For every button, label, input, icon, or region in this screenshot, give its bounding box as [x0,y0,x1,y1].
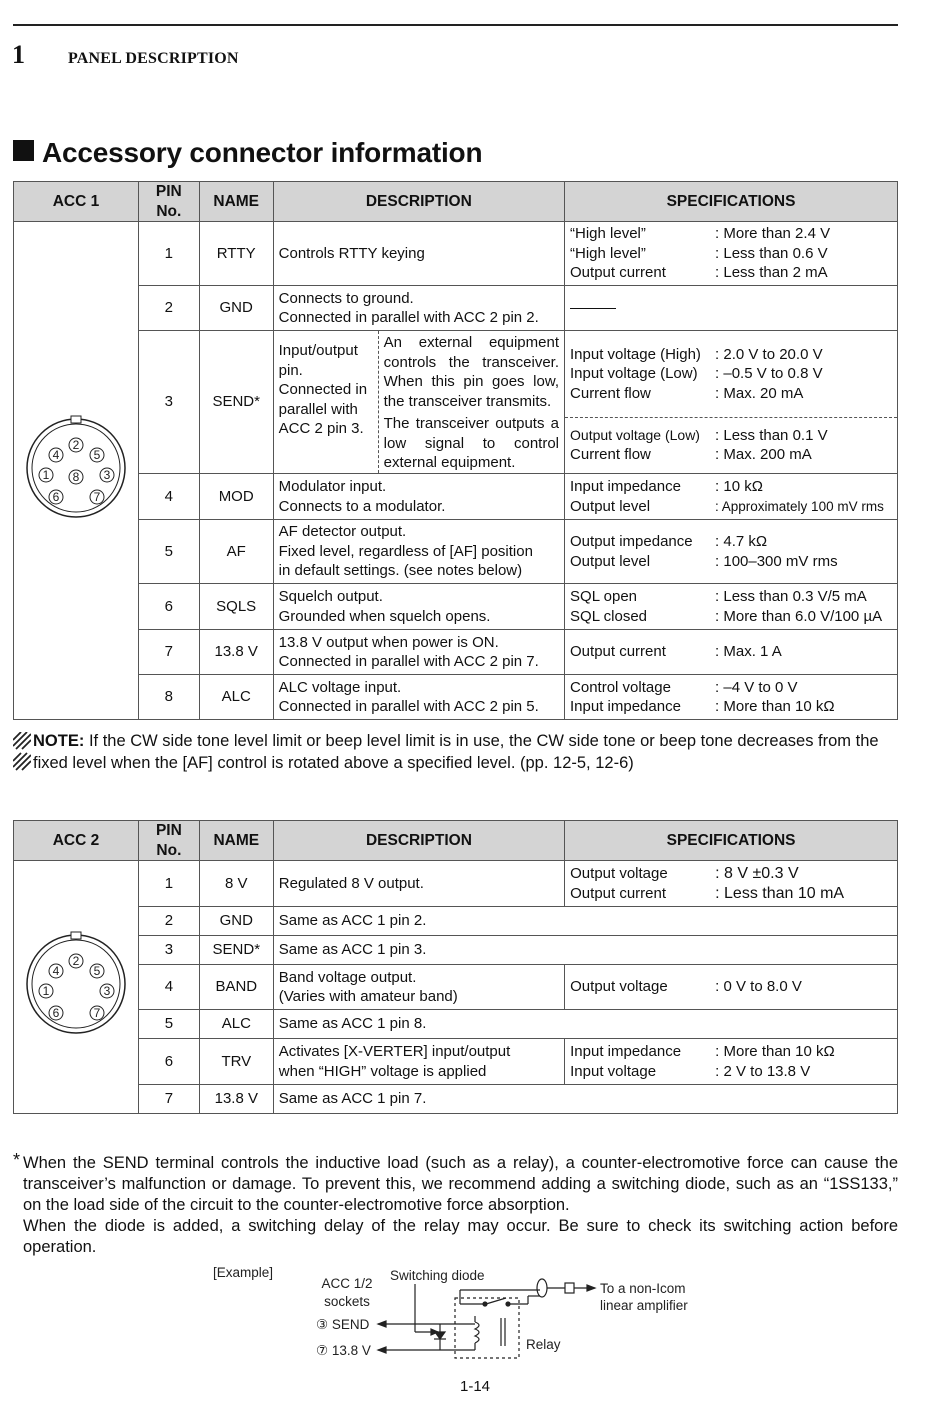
desc-line: Connected in parallel with ACC 2 pin 7. [278,653,539,670]
spec-value: : 2.0 V to 20.0 V [715,345,823,363]
spec-value: : 8 V ±0.3 V [715,865,799,882]
pin-description [273,1010,897,1039]
footnote-asterisk: * [13,1150,21,1170]
col-description: DESCRIPTION [273,182,564,222]
pin-description [273,222,564,286]
conn-pin-label: 1 [42,467,50,482]
pin-name: MOD [199,474,273,520]
send-label: ③ SEND [316,1317,370,1332]
spec-key: Output voltage (Low) [570,426,700,443]
pin-number: 2 [138,286,199,331]
acc1-connector-cell [14,222,139,720]
v138-label: ⑦ 13.8 V [316,1343,371,1358]
spec-value: : Less than 2 mA [715,264,828,282]
conn-pin-label: 2 [72,437,80,452]
spec-value: : Less than 0.3 V/5 mA [715,588,867,605]
table-row [14,286,898,331]
pin-description [273,474,564,520]
spec-key: Input impedance [570,698,681,715]
pin-number: 2 [138,907,199,936]
conn-pin-label: 5 [93,964,101,979]
spec-value: : Approximately 100 mV rms [715,498,884,514]
pin-name: 8 V [199,861,273,907]
note-text: If the CW side tone level limit or beep level limit is in use, the CW side tone or beep tone decreases from the fixed level when the [AF] control is rotated above a specified level. (pp. 12-5, 12-6) [33,732,879,772]
pin-description [273,936,897,965]
spec-key: “High level” [570,244,646,262]
acc2-connector-cell [14,861,139,1114]
pin-specifications [565,1039,898,1085]
table-row [14,936,898,965]
desc-line: AF detector output. [278,523,407,541]
col-name: NAME [199,182,273,222]
spec-key: Output level [570,552,651,570]
desc-line: Connects to a modulator. [278,497,446,515]
footnote [13,1150,898,1258]
acc2-table [13,820,898,1114]
page-number: 1-14 [459,1378,491,1395]
spec-value: : More than 2.4 V [715,225,831,243]
example-diagram [210,1262,730,1372]
spec-value: : –4 V to 0 V [715,678,798,696]
conn-pin-label: 4 [52,964,60,979]
desc-line: Controls RTTY keying [278,244,425,262]
acc2-header-row [14,821,898,861]
pin-number: 1 [138,222,199,286]
spec-value: : 10 kΩ [715,478,763,495]
spec-key: Output level [570,497,651,515]
pin-description [273,675,564,720]
pin-name: TRV [199,1039,273,1085]
spec-value: : Max. 1 A [715,643,782,661]
desc-line: when “HIGH” voltage is applied [278,1062,487,1080]
spec-value: : 100–300 mV rms [715,552,838,570]
table-row [14,1039,898,1085]
table-row [14,630,898,675]
desc-line: Same as ACC 1 pin 8. [278,1015,427,1033]
conn-pin-label: 2 [72,954,80,969]
conn-pin-label: 7 [93,1006,101,1021]
acc1-table [13,181,898,720]
desc-line: Same as ACC 1 pin 7. [278,1090,427,1108]
footnote-paragraph-2: When the diode is added, a switching delay of the relay may occur. Be sure to check its switching action before operation. [23,1217,898,1256]
spec-key: Current flow [570,446,651,464]
conn-pin-label: 3 [103,984,111,999]
desc-line: Connected in parallel with ACC 2 pin 2. [278,309,539,326]
pin-specifications [565,675,898,720]
desc-line: Modulator input. [278,478,387,495]
table-row [14,222,898,286]
spec-value: : –0.5 V to 0.8 V [715,365,823,383]
send-output-desc: The transceiver outputs a low signal to control external equipment. [383,415,560,471]
din7-connector-icon [21,929,131,1039]
col-specifications: SPECIFICATIONS [565,182,898,222]
desc-line: Connects to ground. [278,289,414,307]
pin-name: 13.8 V [199,1085,273,1114]
pin-number: 7 [138,1085,199,1114]
pin-number: 5 [138,520,199,584]
spec-key: Input impedance [570,478,681,495]
conn-pin-label: 8 [72,469,80,484]
desc-line: ALC voltage input. [278,678,402,696]
desc-line: Same as ACC 1 pin 3. [278,941,427,959]
desc-line: Grounded when squelch opens. [278,607,491,625]
din8-connector-icon [21,413,131,523]
spec-key: Input voltage [570,1062,657,1080]
pin-number: 4 [138,965,199,1010]
pin-description [273,584,564,630]
spec-key: Output voltage [570,865,668,882]
acc2-label: ACC 2 [14,821,139,861]
col-name: NAME [199,821,273,861]
footnote-paragraph-1: When the SEND terminal controls the inductive load (such as a relay), a counter-electromotive force can cause the transceiver’s malfunction or damage. To prevent this, we recommend adding a switching diode, such as an “1SS133,” on the load side of the circuit to the counter-electromotive force absorption. [23,1154,898,1214]
pin-name: SEND* [199,936,273,965]
spec-value: : Less than 0.1 V [715,426,828,444]
conn-pin-label: 6 [52,489,60,504]
pin-specifications [565,286,898,331]
pin-number: 5 [138,1010,199,1039]
pin-name: BAND [199,965,273,1010]
pin-name: ALC [199,1010,273,1039]
sockets-label-1: ACC 1/2 [321,1276,373,1291]
col-description: DESCRIPTION [273,821,564,861]
table-row [14,861,898,907]
desc-line: (Varies with amateur band) [278,988,458,1005]
conn-pin-label: 6 [52,1006,60,1021]
pin-specifications [565,520,898,584]
desc-line: Fixed level, regardless of [AF] position [278,542,533,560]
section-title [13,137,482,169]
pin-number: 7 [138,630,199,675]
pin-number: 3 [138,331,199,474]
col-pin: PIN No. [138,821,199,861]
spec-key: Output current [570,264,666,282]
pin-description [273,907,897,936]
spec-key: Input impedance [570,1043,682,1060]
pin-number: 8 [138,675,199,720]
col-specifications: SPECIFICATIONS [565,821,898,861]
spec-key: Output current [570,643,666,661]
amp-label-1: To a non-Icom [600,1281,686,1296]
pin-description [273,1039,564,1085]
desc-line: Squelch output. [278,588,383,605]
conn-pin-label: 4 [52,447,60,462]
col-pin: PIN No. [138,182,199,222]
spec-key: Output voltage [570,978,668,996]
pin-description [273,331,564,474]
spec-value: : Less than 10 mA [715,884,845,902]
pin-specifications [565,965,898,1010]
conn-pin-label: 1 [42,984,50,999]
conn-pin-label: 3 [103,467,111,482]
empty-dash [570,308,616,309]
spec-key: SQL closed [570,607,648,625]
table-row [14,675,898,720]
table-row [14,331,898,474]
pin-number: 4 [138,474,199,520]
spec-value: : 4.7 kΩ [715,533,768,550]
note-label: NOTE: [33,732,85,750]
desc-line: Band voltage output. [278,968,417,986]
note-block [13,730,898,774]
pin-description [273,861,564,907]
spec-value: : More than 10 kΩ [715,698,835,715]
desc-line: Same as ACC 1 pin 2. [278,912,427,930]
spec-key: Input voltage (High) [570,345,701,363]
relay-label: Relay [526,1337,561,1352]
conn-pin-label: 5 [93,447,101,462]
spec-value: : Max. 200 mA [715,446,812,464]
amp-label-2: linear amplifier [600,1298,688,1313]
top-rule [13,24,898,26]
pin-name: GND [199,907,273,936]
pin-description [273,630,564,675]
acc1-header-row [14,182,898,222]
spec-value: : 2 V to 13.8 V [715,1062,811,1080]
pin-name: AF [199,520,273,584]
pin-name: RTTY [199,222,273,286]
spec-key: Current flow [570,384,651,402]
spec-key: SQL open [570,588,638,605]
spec-value: : Less than 0.6 V [715,244,828,262]
desc-line: Connected in parallel with ACC 2 pin 5. [278,698,539,715]
spec-value: : Max. 20 mA [715,384,804,402]
desc-line: Regulated 8 V output. [278,874,424,892]
spec-key: Control voltage [570,678,671,696]
pin-name: GND [199,286,273,331]
pin-description [273,520,564,584]
note-hatch-icon [13,732,31,772]
switching-diode-circuit-diagram [210,1262,730,1372]
pin-number: 6 [138,1039,199,1085]
table-row [14,1085,898,1114]
pin-specifications [565,630,898,675]
pin-specifications [565,861,898,907]
spec-value: : 0 V to 8.0 V [715,978,802,996]
spec-key: Input voltage (Low) [570,365,698,383]
spec-value: : More than 10 kΩ [715,1043,835,1060]
pin-specifications [565,331,898,474]
diode-label: Switching diode [390,1268,485,1283]
send-input-desc: An external equipment controls the transceiver. When this pin goes low, the transceiver transmits. [383,334,560,410]
spec-key: Output impedance [570,533,693,550]
conn-pin-label: 7 [93,489,101,504]
square-bullet-icon [13,140,34,161]
table-row [14,1010,898,1039]
example-label: [Example] [213,1265,274,1280]
table-row [14,474,898,520]
send-io-note: Input/output pin. Connected in parallel with ACC 2 pin 3. [278,342,368,437]
pin-number: 3 [138,936,199,965]
pin-description [273,1085,897,1114]
desc-line: Activates [X-VERTER] input/output [278,1043,511,1060]
pin-name: 13.8 V [199,630,273,675]
chapter-title: PANEL DESCRIPTION [68,50,239,67]
section-title-text: Accessory connector information [42,137,483,168]
desc-line: in default settings. (see notes below) [278,562,523,580]
table-row [14,965,898,1010]
spec-value: : More than 6.0 V/100 µA [715,607,883,625]
acc1-label: ACC 1 [14,182,139,222]
pin-name: ALC [199,675,273,720]
pin-description [273,965,564,1010]
table-row [14,907,898,936]
pin-name: SQLS [199,584,273,630]
pin-specifications [565,474,898,520]
spec-key: “High level” [570,225,646,243]
pin-number: 6 [138,584,199,630]
pin-specifications [565,222,898,286]
table-row [14,520,898,584]
pin-name: SEND* [199,331,273,474]
pin-number: 1 [138,861,199,907]
desc-line: 13.8 V output when power is ON. [278,633,499,651]
spec-key: Output current [570,884,667,902]
sockets-label-2: sockets [324,1294,370,1309]
pin-description [273,286,564,331]
table-row [14,584,898,630]
chapter-number: 1 [12,40,25,69]
pin-specifications [565,584,898,630]
